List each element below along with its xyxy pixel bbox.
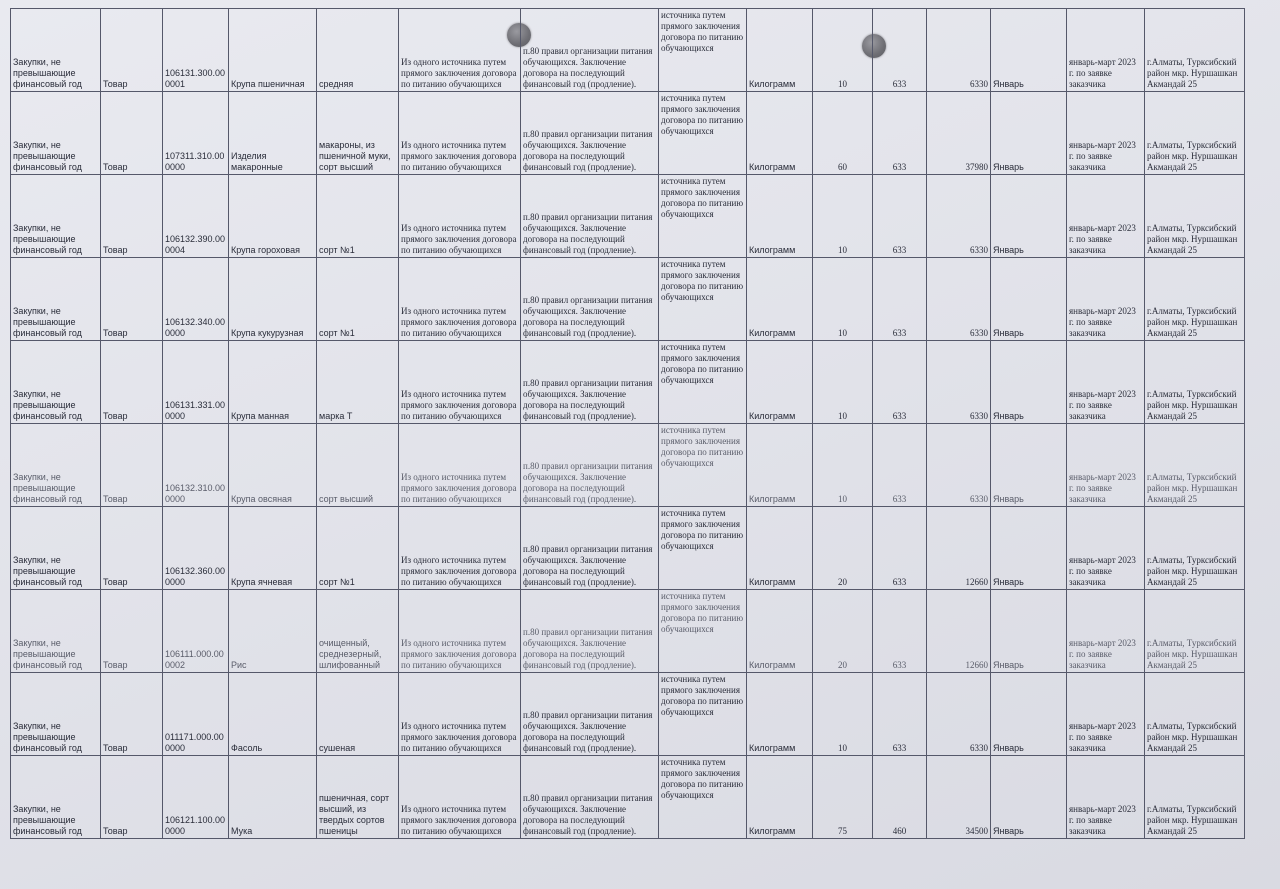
address-cell: г.Алматы, Турксибский район мкр. Нуршашкан Акмандай 25 <box>1145 92 1245 175</box>
address-cell: г.Алматы, Турксибский район мкр. Нуршашкан Акмандай 25 <box>1145 673 1245 756</box>
table-row <box>11 9 1245 92</box>
quantity-cell: 60 <box>813 92 873 175</box>
delivery-period-cell: январь-март 2023 г. по заявке заказчика <box>1067 175 1145 258</box>
address-cell: г.Алматы, Турксибский район мкр. Нуршашкан Акмандай 25 <box>1145 175 1245 258</box>
subject-cell: Товар <box>101 673 163 756</box>
address-cell: г.Алматы, Турксибский район мкр. Нуршашкан Акмандай 25 <box>1145 590 1245 673</box>
month-cell: Январь <box>991 756 1067 839</box>
unit-cell: Килограмм <box>747 9 813 92</box>
procurement-method-cell: Из одного источника путем прямого заключения договора по питанию обучающихся <box>399 756 521 839</box>
basis-cell: п.80 правил организации питания обучающихся. Заключение договора на последующий финансовый год (продление). <box>521 673 659 756</box>
unit-cell: Килограмм <box>747 92 813 175</box>
table-row <box>11 175 1245 258</box>
subject-cell: Товар <box>101 424 163 507</box>
unit-cell: Килограмм <box>747 673 813 756</box>
basis-method-cell: источника путем прямого заключения договора по питанию обучающихся <box>659 341 747 424</box>
sum-cell: 12660 <box>927 507 991 590</box>
unit-cell: Килограмм <box>747 341 813 424</box>
item-spec-cell: марка Т <box>317 341 399 424</box>
sum-cell: 12660 <box>927 590 991 673</box>
month-cell: Январь <box>991 507 1067 590</box>
basis-method-cell: источника путем прямого заключения договора по питанию обучающихся <box>659 756 747 839</box>
item-code-cell: 106132.390.000004 <box>163 175 229 258</box>
basis-cell: п.80 правил организации питания обучающихся. Заключение договора на последующий финансовый год (продление). <box>521 92 659 175</box>
quantity-cell: 20 <box>813 590 873 673</box>
quantity-cell: 10 <box>813 341 873 424</box>
address-cell: г.Алматы, Турксибский район мкр. Нуршашкан Акмандай 25 <box>1145 341 1245 424</box>
item-spec-cell: пшеничная, сорт высший, из твердых сортов пшеницы <box>317 756 399 839</box>
address-cell: г.Алматы, Турксибский район мкр. Нуршашкан Акмандай 25 <box>1145 507 1245 590</box>
item-spec-cell: очищенный, среднезерный, шлифованный <box>317 590 399 673</box>
table-row <box>11 507 1245 590</box>
procurement-type-cell: Закупки, не превышающие финансовый год <box>11 341 101 424</box>
procurement-method-cell: Из одного источника путем прямого заключения договора по питанию обучающихся <box>399 673 521 756</box>
item-code-cell: 106131.300.000001 <box>163 9 229 92</box>
basis-cell: п.80 правил организации питания обучающихся. Заключение договора на последующий финансовый год (продление). <box>521 424 659 507</box>
procurement-method-cell: Из одного источника путем прямого заключения договора по питанию обучающихся <box>399 590 521 673</box>
item-spec-cell: сорт №1 <box>317 175 399 258</box>
procurement-type-cell: Закупки, не превышающие финансовый год <box>11 9 101 92</box>
item-code-cell: 106132.310.000000 <box>163 424 229 507</box>
basis-cell: п.80 правил организации питания обучающихся. Заключение договора на последующий финансовый год (продление). <box>521 258 659 341</box>
address-cell: г.Алматы, Турксибский район мкр. Нуршашкан Акмандай 25 <box>1145 424 1245 507</box>
month-cell: Январь <box>991 258 1067 341</box>
price-cell: 633 <box>873 341 927 424</box>
basis-method-cell: источника путем прямого заключения договора по питанию обучающихся <box>659 9 747 92</box>
basis-method-cell: источника путем прямого заключения договора по питанию обучающихся <box>659 673 747 756</box>
procurement-method-cell: Из одного источника путем прямого заключения договора по питанию обучающихся <box>399 507 521 590</box>
basis-method-cell: источника путем прямого заключения договора по питанию обучающихся <box>659 507 747 590</box>
month-cell: Январь <box>991 424 1067 507</box>
item-spec-cell: сорт №1 <box>317 258 399 341</box>
delivery-period-cell: январь-март 2023 г. по заявке заказчика <box>1067 507 1145 590</box>
month-cell: Январь <box>991 9 1067 92</box>
month-cell: Январь <box>991 175 1067 258</box>
subject-cell: Товар <box>101 258 163 341</box>
delivery-period-cell: январь-март 2023 г. по заявке заказчика <box>1067 590 1145 673</box>
subject-cell: Товар <box>101 92 163 175</box>
procurement-type-cell: Закупки, не превышающие финансовый год <box>11 756 101 839</box>
table-row <box>11 590 1245 673</box>
price-cell: 633 <box>873 424 927 507</box>
procurement-type-cell: Закупки, не превышающие финансовый год <box>11 424 101 507</box>
item-spec-cell: средняя <box>317 9 399 92</box>
unit-cell: Килограмм <box>747 756 813 839</box>
table-row <box>11 341 1245 424</box>
item-spec-cell: сорт высший <box>317 424 399 507</box>
price-cell: 633 <box>873 175 927 258</box>
table-row <box>11 424 1245 507</box>
procurement-method-cell: Из одного источника путем прямого заключения договора по питанию обучающихся <box>399 175 521 258</box>
price-cell: 460 <box>873 756 927 839</box>
delivery-period-cell: январь-март 2023 г. по заявке заказчика <box>1067 341 1145 424</box>
basis-method-cell: источника путем прямого заключения договора по питанию обучающихся <box>659 175 747 258</box>
procurement-table <box>10 8 1245 839</box>
item-name-cell: Изделия макаронные <box>229 92 317 175</box>
basis-method-cell: источника путем прямого заключения договора по питанию обучающихся <box>659 424 747 507</box>
basis-method-cell: источника путем прямого заключения договора по питанию обучающихся <box>659 258 747 341</box>
basis-method-cell: источника путем прямого заключения договора по питанию обучающихся <box>659 590 747 673</box>
month-cell: Январь <box>991 673 1067 756</box>
subject-cell: Товар <box>101 507 163 590</box>
table-row <box>11 673 1245 756</box>
price-cell: 633 <box>873 9 927 92</box>
sum-cell: 6330 <box>927 424 991 507</box>
table-row <box>11 92 1245 175</box>
procurement-method-cell: Из одного источника путем прямого заключения договора по питанию обучающихся <box>399 341 521 424</box>
item-name-cell: Фасоль <box>229 673 317 756</box>
item-spec-cell: макароны, из пшеничной муки, сорт высший <box>317 92 399 175</box>
unit-cell: Килограмм <box>747 424 813 507</box>
item-name-cell: Крупа манная <box>229 341 317 424</box>
procurement-type-cell: Закупки, не превышающие финансовый год <box>11 673 101 756</box>
month-cell: Январь <box>991 341 1067 424</box>
month-cell: Январь <box>991 92 1067 175</box>
item-code-cell: 106132.360.000000 <box>163 507 229 590</box>
item-code-cell: 106132.340.000000 <box>163 258 229 341</box>
delivery-period-cell: январь-март 2023 г. по заявке заказчика <box>1067 673 1145 756</box>
item-code-cell: 107311.310.000000 <box>163 92 229 175</box>
procurement-method-cell: Из одного источника путем прямого заключения договора по питанию обучающихся <box>399 92 521 175</box>
item-code-cell: 106121.100.000000 <box>163 756 229 839</box>
month-cell: Январь <box>991 590 1067 673</box>
subject-cell: Товар <box>101 756 163 839</box>
procurement-type-cell: Закупки, не превышающие финансовый год <box>11 590 101 673</box>
subject-cell: Товар <box>101 341 163 424</box>
sum-cell: 6330 <box>927 9 991 92</box>
sum-cell: 6330 <box>927 258 991 341</box>
delivery-period-cell: январь-март 2023 г. по заявке заказчика <box>1067 258 1145 341</box>
item-name-cell: Крупа ячневая <box>229 507 317 590</box>
quantity-cell: 20 <box>813 507 873 590</box>
sum-cell: 6330 <box>927 673 991 756</box>
address-cell: г.Алматы, Турксибский район мкр. Нуршашкан Акмандай 25 <box>1145 9 1245 92</box>
unit-cell: Килограмм <box>747 507 813 590</box>
item-name-cell: Крупа кукурузная <box>229 258 317 341</box>
basis-cell: п.80 правил организации питания обучающихся. Заключение договора на последующий финансовый год (продление). <box>521 756 659 839</box>
quantity-cell: 10 <box>813 175 873 258</box>
item-code-cell: 106131.331.000000 <box>163 341 229 424</box>
delivery-period-cell: январь-март 2023 г. по заявке заказчика <box>1067 756 1145 839</box>
basis-method-cell: источника путем прямого заключения договора по питанию обучающихся <box>659 92 747 175</box>
price-cell: 633 <box>873 258 927 341</box>
item-spec-cell: сорт №1 <box>317 507 399 590</box>
delivery-period-cell: январь-март 2023 г. по заявке заказчика <box>1067 424 1145 507</box>
procurement-type-cell: Закупки, не превышающие финансовый год <box>11 175 101 258</box>
sum-cell: 6330 <box>927 175 991 258</box>
price-cell: 633 <box>873 507 927 590</box>
basis-cell: п.80 правил организации питания обучающихся. Заключение договора на последующий финансовый год (продление). <box>521 9 659 92</box>
item-name-cell: Крупа гороховая <box>229 175 317 258</box>
item-spec-cell: сушеная <box>317 673 399 756</box>
sum-cell: 6330 <box>927 341 991 424</box>
price-cell: 633 <box>873 673 927 756</box>
subject-cell: Товар <box>101 175 163 258</box>
procurement-method-cell: Из одного источника путем прямого заключения договора по питанию обучающихся <box>399 258 521 341</box>
unit-cell: Килограмм <box>747 258 813 341</box>
procurement-method-cell: Из одного источника путем прямого заключения договора по питанию обучающихся <box>399 424 521 507</box>
quantity-cell: 10 <box>813 9 873 92</box>
item-name-cell: Мука <box>229 756 317 839</box>
unit-cell: Килограмм <box>747 590 813 673</box>
procurement-method-cell: Из одного источника путем прямого заключения договора по питанию обучающихся <box>399 9 521 92</box>
item-name-cell: Крупа пшеничная <box>229 9 317 92</box>
quantity-cell: 10 <box>813 258 873 341</box>
quantity-cell: 10 <box>813 424 873 507</box>
table-row <box>11 258 1245 341</box>
basis-cell: п.80 правил организации питания обучающихся. Заключение договора на последующий финансовый год (продление). <box>521 590 659 673</box>
procurement-type-cell: Закупки, не превышающие финансовый год <box>11 507 101 590</box>
item-code-cell: 011171.000.000000 <box>163 673 229 756</box>
procurement-type-cell: Закупки, не превышающие финансовый год <box>11 258 101 341</box>
table-row <box>11 756 1245 839</box>
price-cell: 633 <box>873 92 927 175</box>
address-cell: г.Алматы, Турксибский район мкр. Нуршашкан Акмандай 25 <box>1145 258 1245 341</box>
delivery-period-cell: январь-март 2023 г. по заявке заказчика <box>1067 92 1145 175</box>
procurement-type-cell: Закупки, не превышающие финансовый год <box>11 92 101 175</box>
sum-cell: 37980 <box>927 92 991 175</box>
price-cell: 633 <box>873 590 927 673</box>
basis-cell: п.80 правил организации питания обучающихся. Заключение договора на последующий финансовый год (продление). <box>521 175 659 258</box>
item-name-cell: Рис <box>229 590 317 673</box>
item-name-cell: Крупа овсяная <box>229 424 317 507</box>
basis-cell: п.80 правил организации питания обучающихся. Заключение договора на последующий финансовый год (продление). <box>521 341 659 424</box>
quantity-cell: 10 <box>813 673 873 756</box>
subject-cell: Товар <box>101 590 163 673</box>
subject-cell: Товар <box>101 9 163 92</box>
delivery-period-cell: январь-март 2023 г. по заявке заказчика <box>1067 9 1145 92</box>
item-code-cell: 106111.000.000002 <box>163 590 229 673</box>
sum-cell: 34500 <box>927 756 991 839</box>
address-cell: г.Алматы, Турксибский район мкр. Нуршашкан Акмандай 25 <box>1145 756 1245 839</box>
quantity-cell: 75 <box>813 756 873 839</box>
basis-cell: п.80 правил организации питания обучающихся. Заключение договора на последующий финансовый год (продление). <box>521 507 659 590</box>
unit-cell: Килограмм <box>747 175 813 258</box>
